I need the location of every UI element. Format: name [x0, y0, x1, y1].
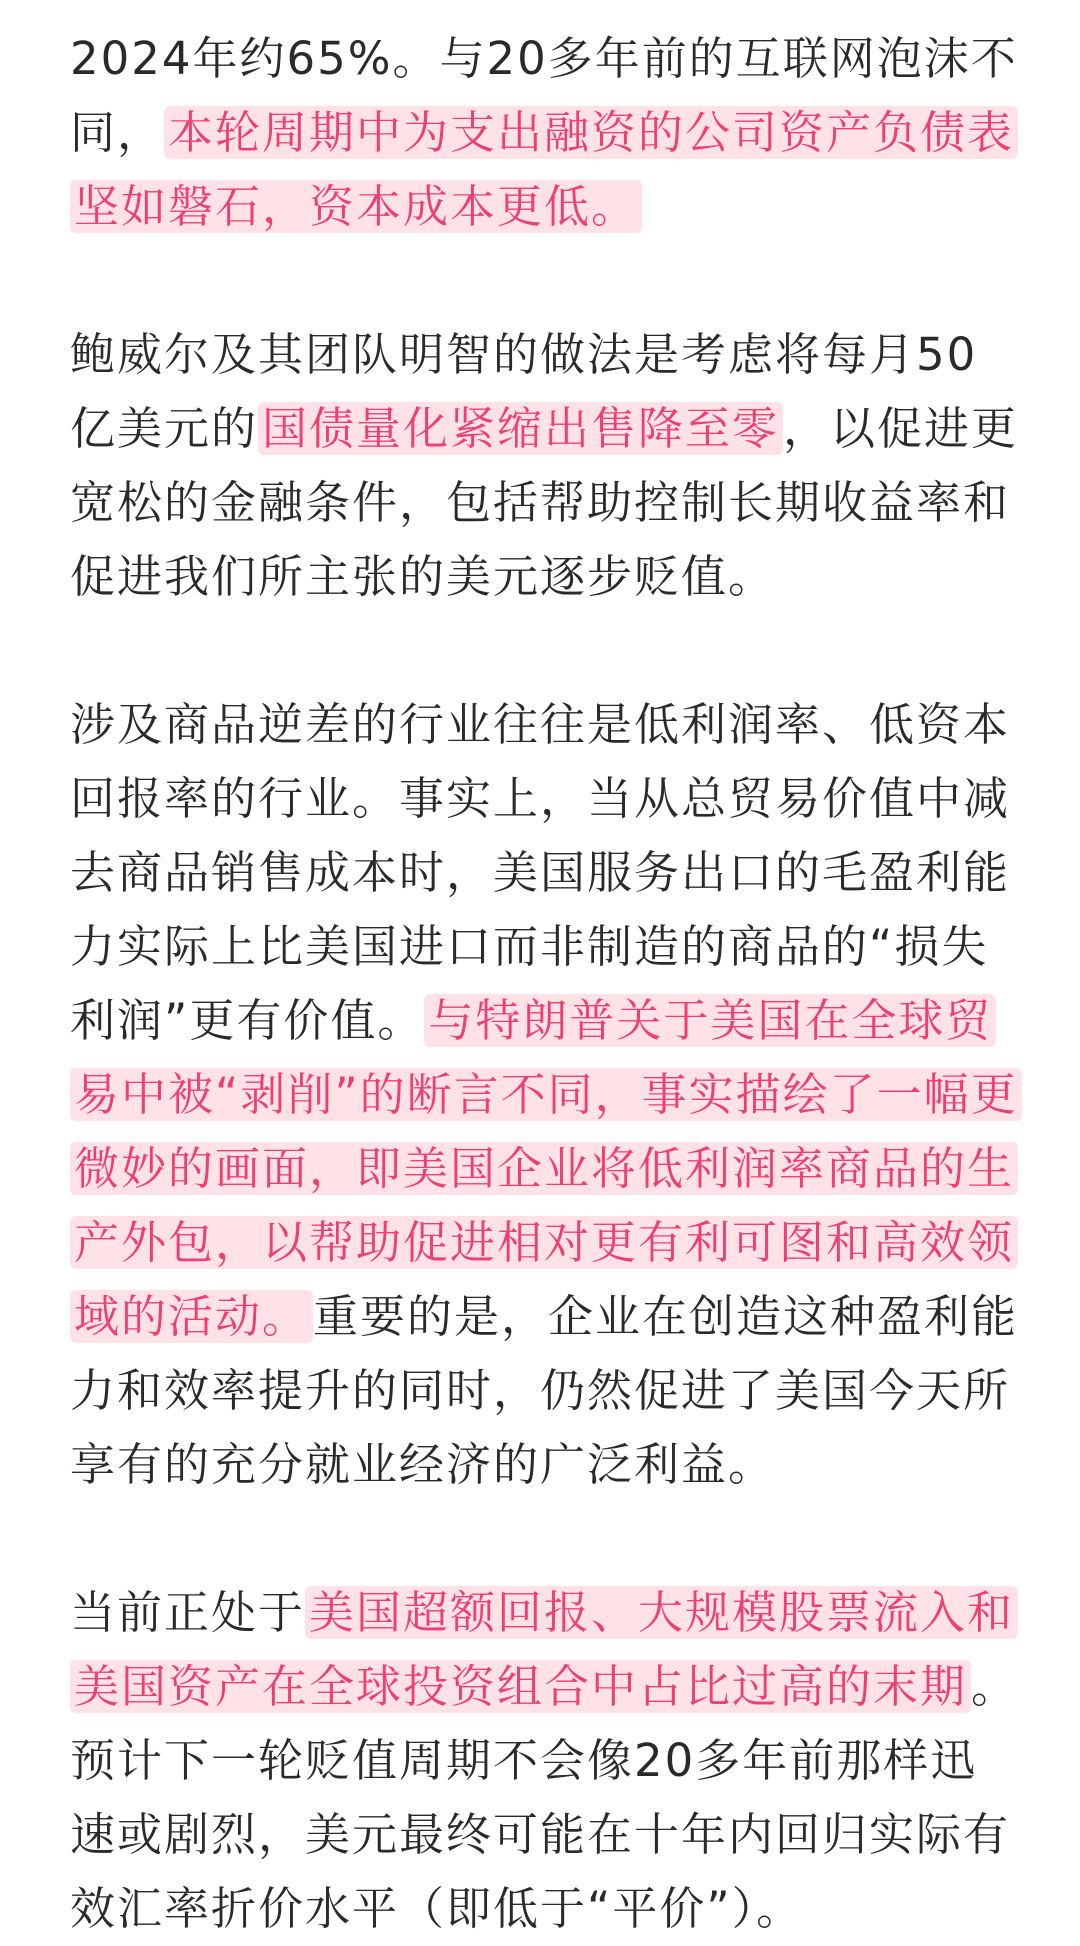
paragraph-4	[70, 1576, 1020, 1946]
paragraph-text: 涉及商品逆差的行业往往是低利润率、低资本回报率的行业。事实上，当从总贸易价值中减去商品销售成本时，美国服务出口的毛盈利能力实际上比美国进口而非制造的商品的“损失利润”更有价值。	[70, 698, 1011, 1047]
paragraph-text: 鲍威尔及其团队明智的做法是考虑将每月50亿美元的	[70, 328, 978, 455]
article-body	[70, 22, 1020, 1946]
highlighted-text: 国债量化紧缩出售降至零	[258, 402, 783, 455]
paragraph-2	[70, 318, 1020, 614]
paragraph-text: ，以促进更宽松的金融条件，包括帮助控制长期收益率和促进我们所主张的美元逐步贬值。	[70, 402, 1019, 603]
paragraph-text: 重要的是，企业在创造这种盈利能力和效率提升的同时，仍然促进了美国今天所享有的充分就业经济的广泛利益。	[70, 1290, 1019, 1491]
paragraph-3	[70, 688, 1020, 1502]
paragraph-text: 2024年约65%。与20多年前的互联网泡沫不同，	[70, 32, 1018, 159]
paragraph-1	[70, 22, 1020, 244]
paragraph-text: 。预计下一轮贬值周期不会像20多年前那样迅速或剧烈，美元最终可能在十年内回归实际有效汇率折价水平（即低于“平价”）。	[70, 1660, 1019, 1935]
highlighted-text: 美国超额回报、大规模股票流入和美国资产在全球投资组合中占比过高的末期	[70, 1586, 1018, 1713]
highlighted-text: 与特朗普关于美国在全球贸易中被“剥削”的断言不同，事实描绘了一幅更微妙的画面，即美国企业将低利润率商品的生产外包，以帮助促进相对更有利可图和高效领域的活动。	[70, 994, 1022, 1343]
highlighted-text: 本轮周期中为支出融资的公司资产负债表坚如磐石，资本成本更低。	[70, 106, 1018, 233]
paragraph-text: 当前正处于	[70, 1586, 306, 1639]
